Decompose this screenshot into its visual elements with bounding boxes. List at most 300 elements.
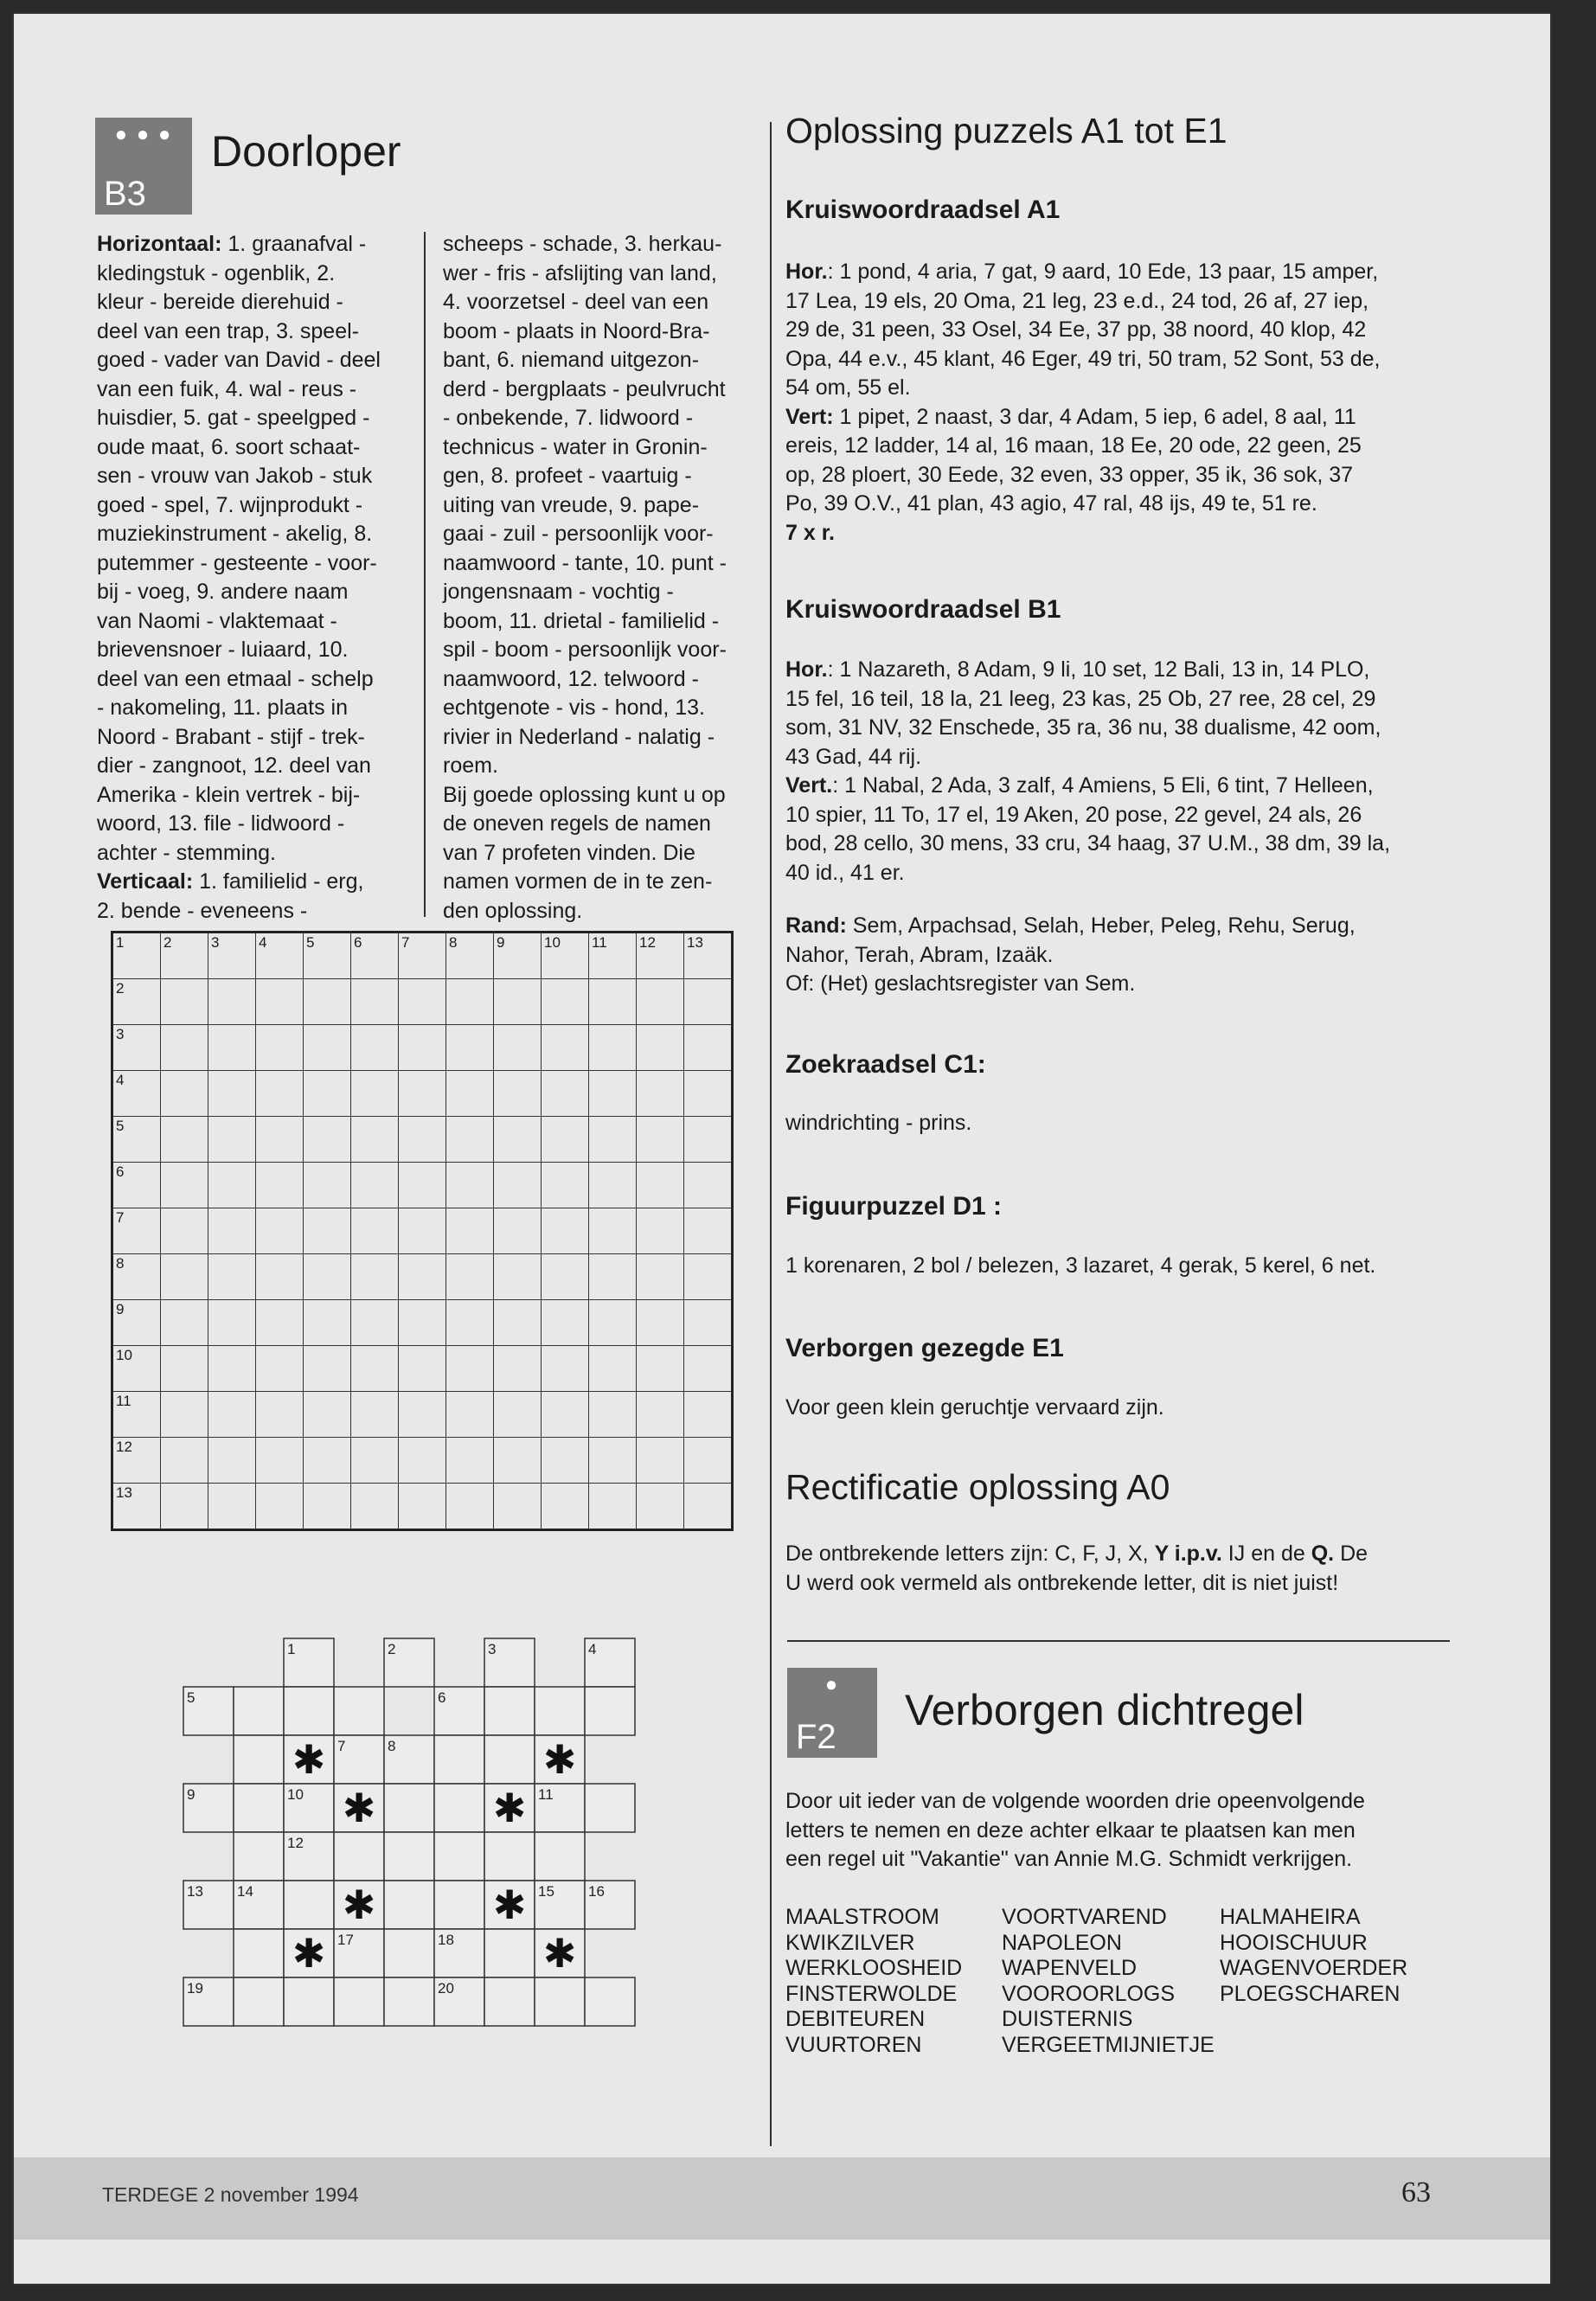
grid-cell[interactable] <box>446 1346 494 1392</box>
grid-cell[interactable] <box>494 1254 542 1300</box>
grid-cell[interactable] <box>161 1071 208 1117</box>
grid-cell[interactable] <box>161 1392 208 1438</box>
grid-cell[interactable] <box>351 1346 399 1392</box>
star-grid-number: 5 <box>187 1689 195 1706</box>
grid-cell[interactable] <box>112 1208 161 1254</box>
grid-cell[interactable] <box>399 1254 446 1300</box>
grid-cell[interactable] <box>494 1117 542 1163</box>
star-grid-number: 3 <box>488 1641 497 1657</box>
grid-cell[interactable] <box>351 1484 399 1530</box>
grid-cell[interactable] <box>208 1208 256 1254</box>
b3-clue-line-text: goed - spel, 7. wijnprodukt - <box>97 492 363 517</box>
f2-badge-dots: ● <box>824 1673 840 1696</box>
grid-cell[interactable] <box>637 979 684 1025</box>
grid-cell[interactable] <box>542 1117 589 1163</box>
grid-cell[interactable] <box>589 1071 637 1117</box>
star-grid-cell[interactable] <box>334 1977 384 2026</box>
grid-cell[interactable] <box>542 1346 589 1392</box>
grid-cell[interactable] <box>494 933 542 979</box>
b1-line <box>785 714 1460 743</box>
star-grid-cell[interactable] <box>234 1735 284 1784</box>
a1-line-text: 1 pipet, 2 naast, 3 dar, 4 Adam, 5 iep, 6 adel, 8 aal, 11 <box>833 404 1356 429</box>
rectification-heading: Rectificatie oplossing A0 <box>785 1467 1170 1507</box>
grid-cell[interactable] <box>589 1300 637 1346</box>
star-grid-number: 16 <box>588 1883 605 1900</box>
b3-clue-line-text: sen - vrouw van Jakob - stuk <box>97 464 373 488</box>
b3-clue-line <box>97 868 417 897</box>
star-grid-cell[interactable] <box>284 1977 334 2026</box>
star-grid-cell[interactable] <box>384 1977 434 2026</box>
grid-cell[interactable] <box>494 979 542 1025</box>
grid-cell[interactable] <box>161 1346 208 1392</box>
b3-clue-line-bold: Verticaal: <box>97 869 194 894</box>
grid-cell[interactable] <box>589 1438 637 1484</box>
star-grid-number: 18 <box>438 1932 454 1948</box>
star-grid-cell[interactable] <box>434 1881 484 1929</box>
grid-cell[interactable] <box>446 933 494 979</box>
star-grid-cell[interactable] <box>484 1687 535 1735</box>
grid-number: 8 <box>116 1255 125 1272</box>
star-grid-cell[interactable] <box>334 1832 384 1881</box>
b1-line-text: bod, 28 cello, 30 mens, 33 cru, 34 haag, 37 U.M., 38 dm, 39 la, <box>785 831 1391 856</box>
grid-cell[interactable] <box>494 1300 542 1346</box>
star-grid-cell[interactable] <box>234 1832 284 1881</box>
grid-cell[interactable] <box>304 1346 351 1392</box>
asterisk-icon: ✱ <box>292 1736 326 1783</box>
rect-text-c: IJ en de <box>1221 1541 1311 1566</box>
f2-word: HOOISCHUUR <box>1220 1930 1368 1955</box>
grid-cell[interactable] <box>208 933 256 979</box>
grid-cell[interactable] <box>399 1438 446 1484</box>
b3-clue-line: - onbekende, 7. lidwoord - <box>443 406 694 430</box>
asterisk-icon: ✱ <box>492 1881 527 1928</box>
grid-cell[interactable] <box>304 979 351 1025</box>
grid-cell[interactable] <box>256 979 304 1025</box>
asterisk-icon: ✱ <box>342 1881 376 1928</box>
b3-clue-line <box>97 839 417 868</box>
grid-cell[interactable] <box>304 1254 351 1300</box>
grid-cell[interactable] <box>446 1163 494 1208</box>
star-grid-number: 2 <box>388 1641 396 1657</box>
grid-cell[interactable] <box>542 1254 589 1300</box>
grid-cell[interactable] <box>494 1484 542 1530</box>
grid-cell[interactable] <box>637 1025 684 1071</box>
star-grid-cell[interactable] <box>484 1929 535 1977</box>
grid-cell[interactable] <box>399 1346 446 1392</box>
star-grid-cell[interactable] <box>434 1832 484 1881</box>
f2-word-list-1 <box>785 1905 962 2058</box>
b3-clue-line <box>97 404 417 433</box>
b3-badge-code: B3 <box>104 175 146 213</box>
star-grid-cell[interactable] <box>484 1832 535 1881</box>
b3-clue-line: naamwoord, 12. telwoord - <box>443 666 699 691</box>
grid-cell[interactable] <box>112 1484 161 1530</box>
grid-cell[interactable] <box>161 1254 208 1300</box>
grid-cell[interactable] <box>399 1484 446 1530</box>
b3-clue-line-text: goed - vader van David - deel <box>97 348 381 372</box>
grid-cell[interactable] <box>637 933 684 979</box>
grid-cell[interactable] <box>542 979 589 1025</box>
section-separator <box>787 1640 1450 1642</box>
grid-cell[interactable] <box>351 1208 399 1254</box>
grid-cell[interactable] <box>494 1071 542 1117</box>
grid-cell[interactable] <box>446 1025 494 1071</box>
b3-clue-line <box>97 810 417 839</box>
grid-cell[interactable] <box>256 1071 304 1117</box>
star-grid-cell[interactable] <box>585 1977 635 2026</box>
grid-cell[interactable] <box>637 1071 684 1117</box>
grid-cell[interactable] <box>684 1025 733 1071</box>
grid-cell[interactable] <box>684 1392 733 1438</box>
grid-cell[interactable] <box>684 1117 733 1163</box>
star-grid-cell[interactable] <box>484 1977 535 2026</box>
grid-cell[interactable] <box>161 1025 208 1071</box>
grid-cell[interactable] <box>684 933 733 979</box>
b3-clue-line: gaai - zuil - persoonlijk voor- <box>443 522 714 546</box>
grid-cell[interactable] <box>446 1300 494 1346</box>
grid-cell[interactable] <box>256 1484 304 1530</box>
grid-number: 4 <box>116 1072 125 1088</box>
grid-cell[interactable] <box>684 1071 733 1117</box>
grid-cell[interactable] <box>256 933 304 979</box>
a1-line-text: Po, 39 O.V., 41 plan, 43 agio, 47 ral, 48 ijs, 49 te, 51 re. <box>785 491 1317 516</box>
grid-cell[interactable] <box>112 1254 161 1300</box>
b3-clue-line <box>97 897 417 926</box>
grid-cell[interactable] <box>112 1071 161 1117</box>
grid-cell[interactable] <box>684 979 733 1025</box>
star-grid-cell[interactable] <box>384 1929 434 1977</box>
star-grid-number: 7 <box>337 1738 346 1754</box>
grid-cell[interactable] <box>542 1484 589 1530</box>
grid-cell[interactable] <box>494 1025 542 1071</box>
b3-clue-line <box>97 752 417 781</box>
grid-number: 13 <box>687 934 703 951</box>
grid-cell[interactable] <box>161 979 208 1025</box>
asterisk-icon: ✱ <box>492 1785 527 1831</box>
grid-cell[interactable] <box>399 1071 446 1117</box>
grid-number: 10 <box>116 1347 132 1363</box>
asterisk-icon: ✱ <box>542 1930 577 1977</box>
grid-cell[interactable] <box>256 1254 304 1300</box>
grid-cell[interactable] <box>304 1300 351 1346</box>
grid-cell[interactable] <box>494 1392 542 1438</box>
a1-solution <box>785 258 1460 548</box>
b1-rand-solution <box>785 912 1460 999</box>
b3-clue-line-text: 2. bende - eveneens - <box>97 898 308 923</box>
f2-badge-code: F2 <box>796 1718 836 1756</box>
grid-cell[interactable] <box>351 1163 399 1208</box>
grid-cell[interactable] <box>351 1300 399 1346</box>
grid-cell[interactable] <box>304 1438 351 1484</box>
grid-cell[interactable] <box>494 1208 542 1254</box>
grid-cell[interactable] <box>208 1254 256 1300</box>
grid-cell[interactable] <box>684 1208 733 1254</box>
grid-number: 5 <box>306 934 315 951</box>
b3-clue-line <box>97 346 417 375</box>
grid-cell[interactable] <box>637 1254 684 1300</box>
grid-cell[interactable] <box>446 1254 494 1300</box>
grid-cell[interactable] <box>542 1438 589 1484</box>
grid-cell[interactable] <box>161 1208 208 1254</box>
star-grid-number: 14 <box>237 1883 253 1900</box>
grid-cell[interactable] <box>304 1163 351 1208</box>
grid-cell[interactable] <box>112 1117 161 1163</box>
grid-cell[interactable] <box>494 1163 542 1208</box>
grid-cell[interactable] <box>256 1025 304 1071</box>
grid-cell[interactable] <box>637 1438 684 1484</box>
b3-column-divider <box>424 232 426 917</box>
grid-row <box>112 1484 733 1530</box>
grid-row <box>112 1163 733 1208</box>
b3-clue-line: derd - bergplaats - peulvrucht <box>443 376 726 401</box>
b3-clue-line: Bij goede oplossing kunt u op <box>443 782 726 807</box>
doorloper-grid <box>111 931 734 1531</box>
grid-cell[interactable] <box>684 1484 733 1530</box>
star-grid-cell[interactable] <box>284 1687 334 1735</box>
grid-cell[interactable] <box>208 1071 256 1117</box>
f2-word: FINSTERWOLDE <box>785 1981 958 2006</box>
grid-cell[interactable] <box>684 1254 733 1300</box>
a1-line-text: 29 de, 31 peen, 33 Osel, 34 Ee, 37 pp, 38 noord, 40 klop, 42 <box>785 317 1367 342</box>
star-grid-cell[interactable] <box>384 1784 434 1832</box>
a1-line <box>785 345 1460 375</box>
rand-line-text: Of: (Het) geslachtsregister van Sem. <box>785 971 1136 996</box>
f2-word: DEBITEUREN <box>785 2007 926 2031</box>
grid-cell[interactable] <box>494 1438 542 1484</box>
star-grid-cell[interactable] <box>535 1977 585 2026</box>
grid-cell[interactable] <box>542 1025 589 1071</box>
b3-clue-line-text: bij - voeg, 9. andere naam <box>97 580 349 604</box>
grid-cell[interactable] <box>161 1117 208 1163</box>
star-grid-cell[interactable] <box>234 1687 284 1735</box>
grid-row <box>112 1025 733 1071</box>
grid-cell[interactable] <box>208 1484 256 1530</box>
grid-cell[interactable] <box>637 1300 684 1346</box>
b3-clues-column-1 <box>97 230 417 926</box>
grid-cell[interactable] <box>161 1484 208 1530</box>
grid-cell[interactable] <box>637 1117 684 1163</box>
grid-cell[interactable] <box>637 1484 684 1530</box>
grid-cell[interactable] <box>589 1392 637 1438</box>
grid-number: 11 <box>592 934 607 951</box>
b3-clue-line: boom, 11. drietal - familielid - <box>443 608 720 633</box>
grid-cell[interactable] <box>112 1163 161 1208</box>
star-grid-cell[interactable] <box>234 1784 284 1832</box>
grid-cell[interactable] <box>256 1163 304 1208</box>
f2-word: VOORTVAREND <box>1002 1905 1167 1929</box>
b3-clue-line <box>97 549 417 579</box>
rect-text-a: De ontbrekende letters zijn: C, F, J, X, <box>785 1541 1155 1566</box>
grid-cell[interactable] <box>589 933 637 979</box>
grid-cell[interactable] <box>399 1025 446 1071</box>
grid-cell[interactable] <box>446 1208 494 1254</box>
grid-cell[interactable] <box>208 1392 256 1438</box>
grid-cell[interactable] <box>684 1163 733 1208</box>
grid-cell[interactable] <box>304 1484 351 1530</box>
grid-cell[interactable] <box>637 1208 684 1254</box>
b3-clue-line-text: Amerika - klein vertrek - bij- <box>97 782 361 807</box>
grid-cell[interactable] <box>304 933 351 979</box>
b3-clue-line <box>97 520 417 549</box>
grid-cell[interactable] <box>256 1117 304 1163</box>
grid-cell[interactable] <box>208 1438 256 1484</box>
star-grid-cell[interactable] <box>234 1977 284 2026</box>
f2-word: NAPOLEON <box>1002 1930 1122 1955</box>
grid-cell[interactable] <box>351 1117 399 1163</box>
grid-cell[interactable] <box>542 1163 589 1208</box>
b1-line <box>785 772 1460 801</box>
footer-magazine: TERDEGE 2 november 1994 <box>102 2183 359 2206</box>
grid-cell[interactable] <box>494 1346 542 1392</box>
grid-cell[interactable] <box>542 1392 589 1438</box>
b3-clue-line-text: van een fuik, 4. wal - reus - <box>97 376 357 401</box>
star-grid-cell[interactable] <box>585 1784 635 1832</box>
grid-number: 3 <box>116 1026 125 1042</box>
grid-cell[interactable] <box>399 1208 446 1254</box>
grid-cell[interactable] <box>112 1392 161 1438</box>
grid-cell[interactable] <box>351 933 399 979</box>
grid-cell[interactable] <box>589 1163 637 1208</box>
grid-cell[interactable] <box>351 1254 399 1300</box>
grid-cell[interactable] <box>208 1117 256 1163</box>
grid-cell[interactable] <box>161 1438 208 1484</box>
b1-line <box>785 743 1460 772</box>
grid-cell[interactable] <box>684 1346 733 1392</box>
star-grid-cell[interactable] <box>384 1881 434 1929</box>
grid-cell[interactable] <box>304 1071 351 1117</box>
grid-cell[interactable] <box>161 1163 208 1208</box>
grid-cell[interactable] <box>208 979 256 1025</box>
b1-line <box>785 685 1460 715</box>
grid-cell[interactable] <box>446 1438 494 1484</box>
grid-number: 1 <box>116 934 125 951</box>
star-grid-cell[interactable] <box>384 1832 434 1881</box>
f2-word: MAALSTROOM <box>785 1905 939 1929</box>
grid-cell[interactable] <box>589 1117 637 1163</box>
c1-heading: Zoekraadsel C1: <box>785 1050 986 1079</box>
star-grid-cell[interactable] <box>535 1832 585 1881</box>
grid-cell[interactable] <box>256 1438 304 1484</box>
star-grid-cell[interactable] <box>484 1735 535 1784</box>
grid-cell[interactable] <box>684 1300 733 1346</box>
grid-cell[interactable] <box>542 1071 589 1117</box>
f2-intro <box>785 1787 1477 1875</box>
grid-cell[interactable] <box>256 1300 304 1346</box>
grid-cell[interactable] <box>637 1163 684 1208</box>
grid-cell[interactable] <box>446 1392 494 1438</box>
grid-cell[interactable] <box>399 1163 446 1208</box>
d1-solution: 1 korenaren, 2 bol / belezen, 3 lazaret, 4 gerak, 5 kerel, 6 net. <box>785 1253 1376 1278</box>
grid-cell[interactable] <box>446 1484 494 1530</box>
grid-cell[interactable] <box>304 1025 351 1071</box>
b3-clue-line-text: Noord - Brabant - stijf - trek- <box>97 724 365 749</box>
grid-cell[interactable] <box>589 1208 637 1254</box>
grid-cell[interactable] <box>112 979 161 1025</box>
grid-cell[interactable] <box>304 1392 351 1438</box>
grid-cell[interactable] <box>351 1025 399 1071</box>
grid-cell[interactable] <box>637 1392 684 1438</box>
star-grid-cell[interactable] <box>585 1687 635 1735</box>
b1-line-bold: Vert. <box>785 773 833 798</box>
grid-cell[interactable] <box>208 1163 256 1208</box>
grid-cell[interactable] <box>161 933 208 979</box>
b3-clue-line-text: muziekinstrument - akelig, 8. <box>97 522 373 546</box>
b3-clue-line-text: dier - zangnoot, 12. deel van <box>97 753 371 778</box>
grid-cell[interactable] <box>256 1208 304 1254</box>
grid-number: 5 <box>116 1118 125 1134</box>
grid-cell[interactable] <box>351 1438 399 1484</box>
b3-clue-line-text: kledingstuk - ogenblik, 2. <box>97 260 336 285</box>
grid-cell[interactable] <box>399 1392 446 1438</box>
grid-cell[interactable] <box>304 1117 351 1163</box>
grid-cell[interactable] <box>351 1392 399 1438</box>
grid-cell[interactable] <box>208 1025 256 1071</box>
grid-cell[interactable] <box>589 1346 637 1392</box>
grid-cell[interactable] <box>446 1117 494 1163</box>
grid-cell[interactable] <box>542 1208 589 1254</box>
grid-cell[interactable] <box>542 933 589 979</box>
a1-line <box>785 287 1460 317</box>
star-grid-cell[interactable] <box>535 1687 585 1735</box>
grid-cell[interactable] <box>446 979 494 1025</box>
grid-cell[interactable] <box>351 1071 399 1117</box>
star-grid-cell[interactable] <box>434 1784 484 1832</box>
grid-cell[interactable] <box>112 933 161 979</box>
grid-cell[interactable] <box>589 1484 637 1530</box>
grid-cell[interactable] <box>399 979 446 1025</box>
star-grid-number: 6 <box>438 1689 446 1706</box>
grid-cell[interactable] <box>256 1392 304 1438</box>
f2-word-list-3 <box>1220 1905 1407 2007</box>
grid-cell[interactable] <box>112 1438 161 1484</box>
grid-cell[interactable] <box>637 1346 684 1392</box>
star-grid-cell[interactable] <box>434 1735 484 1784</box>
grid-cell[interactable] <box>399 1117 446 1163</box>
grid-cell[interactable] <box>161 1300 208 1346</box>
grid-cell[interactable] <box>112 1300 161 1346</box>
f2-word: VERGEETMIJNIETJE <box>1002 2032 1215 2057</box>
grid-cell[interactable] <box>351 979 399 1025</box>
grid-cell[interactable] <box>684 1438 733 1484</box>
star-grid-cell[interactable] <box>334 1687 384 1735</box>
star-grid-cell[interactable] <box>284 1881 334 1929</box>
star-grid-number: 1 <box>287 1641 296 1657</box>
grid-row <box>112 979 733 1025</box>
grid-cell[interactable] <box>589 1025 637 1071</box>
grid-cell[interactable] <box>256 1346 304 1392</box>
grid-cell[interactable] <box>304 1208 351 1254</box>
b3-clue-line: van 7 profeten vinden. Die <box>443 840 695 865</box>
b3-clue-line: 4. voorzetsel - deel van een <box>443 290 709 314</box>
rand-line <box>785 941 1460 971</box>
rect-text-b: Y i.p.v. <box>1154 1541 1222 1566</box>
grid-cell[interactable] <box>589 1254 637 1300</box>
grid-cell[interactable] <box>208 1346 256 1392</box>
grid-cell[interactable] <box>112 1346 161 1392</box>
star-grid-cell[interactable] <box>234 1929 284 1977</box>
asterisk-icon: ✱ <box>292 1930 326 1977</box>
grid-cell[interactable] <box>542 1300 589 1346</box>
grid-cell[interactable] <box>446 1071 494 1117</box>
f2-intro-line: een regel uit "Vakantie" van Annie M.G. Schmidt verkrijgen. <box>785 1847 1353 1871</box>
a1-line <box>785 490 1460 519</box>
grid-cell[interactable] <box>399 933 446 979</box>
grid-cell[interactable] <box>112 1025 161 1071</box>
rect-text-e: De <box>1334 1541 1368 1566</box>
grid-cell[interactable] <box>208 1300 256 1346</box>
grid-cell[interactable] <box>589 979 637 1025</box>
grid-cell[interactable] <box>399 1300 446 1346</box>
